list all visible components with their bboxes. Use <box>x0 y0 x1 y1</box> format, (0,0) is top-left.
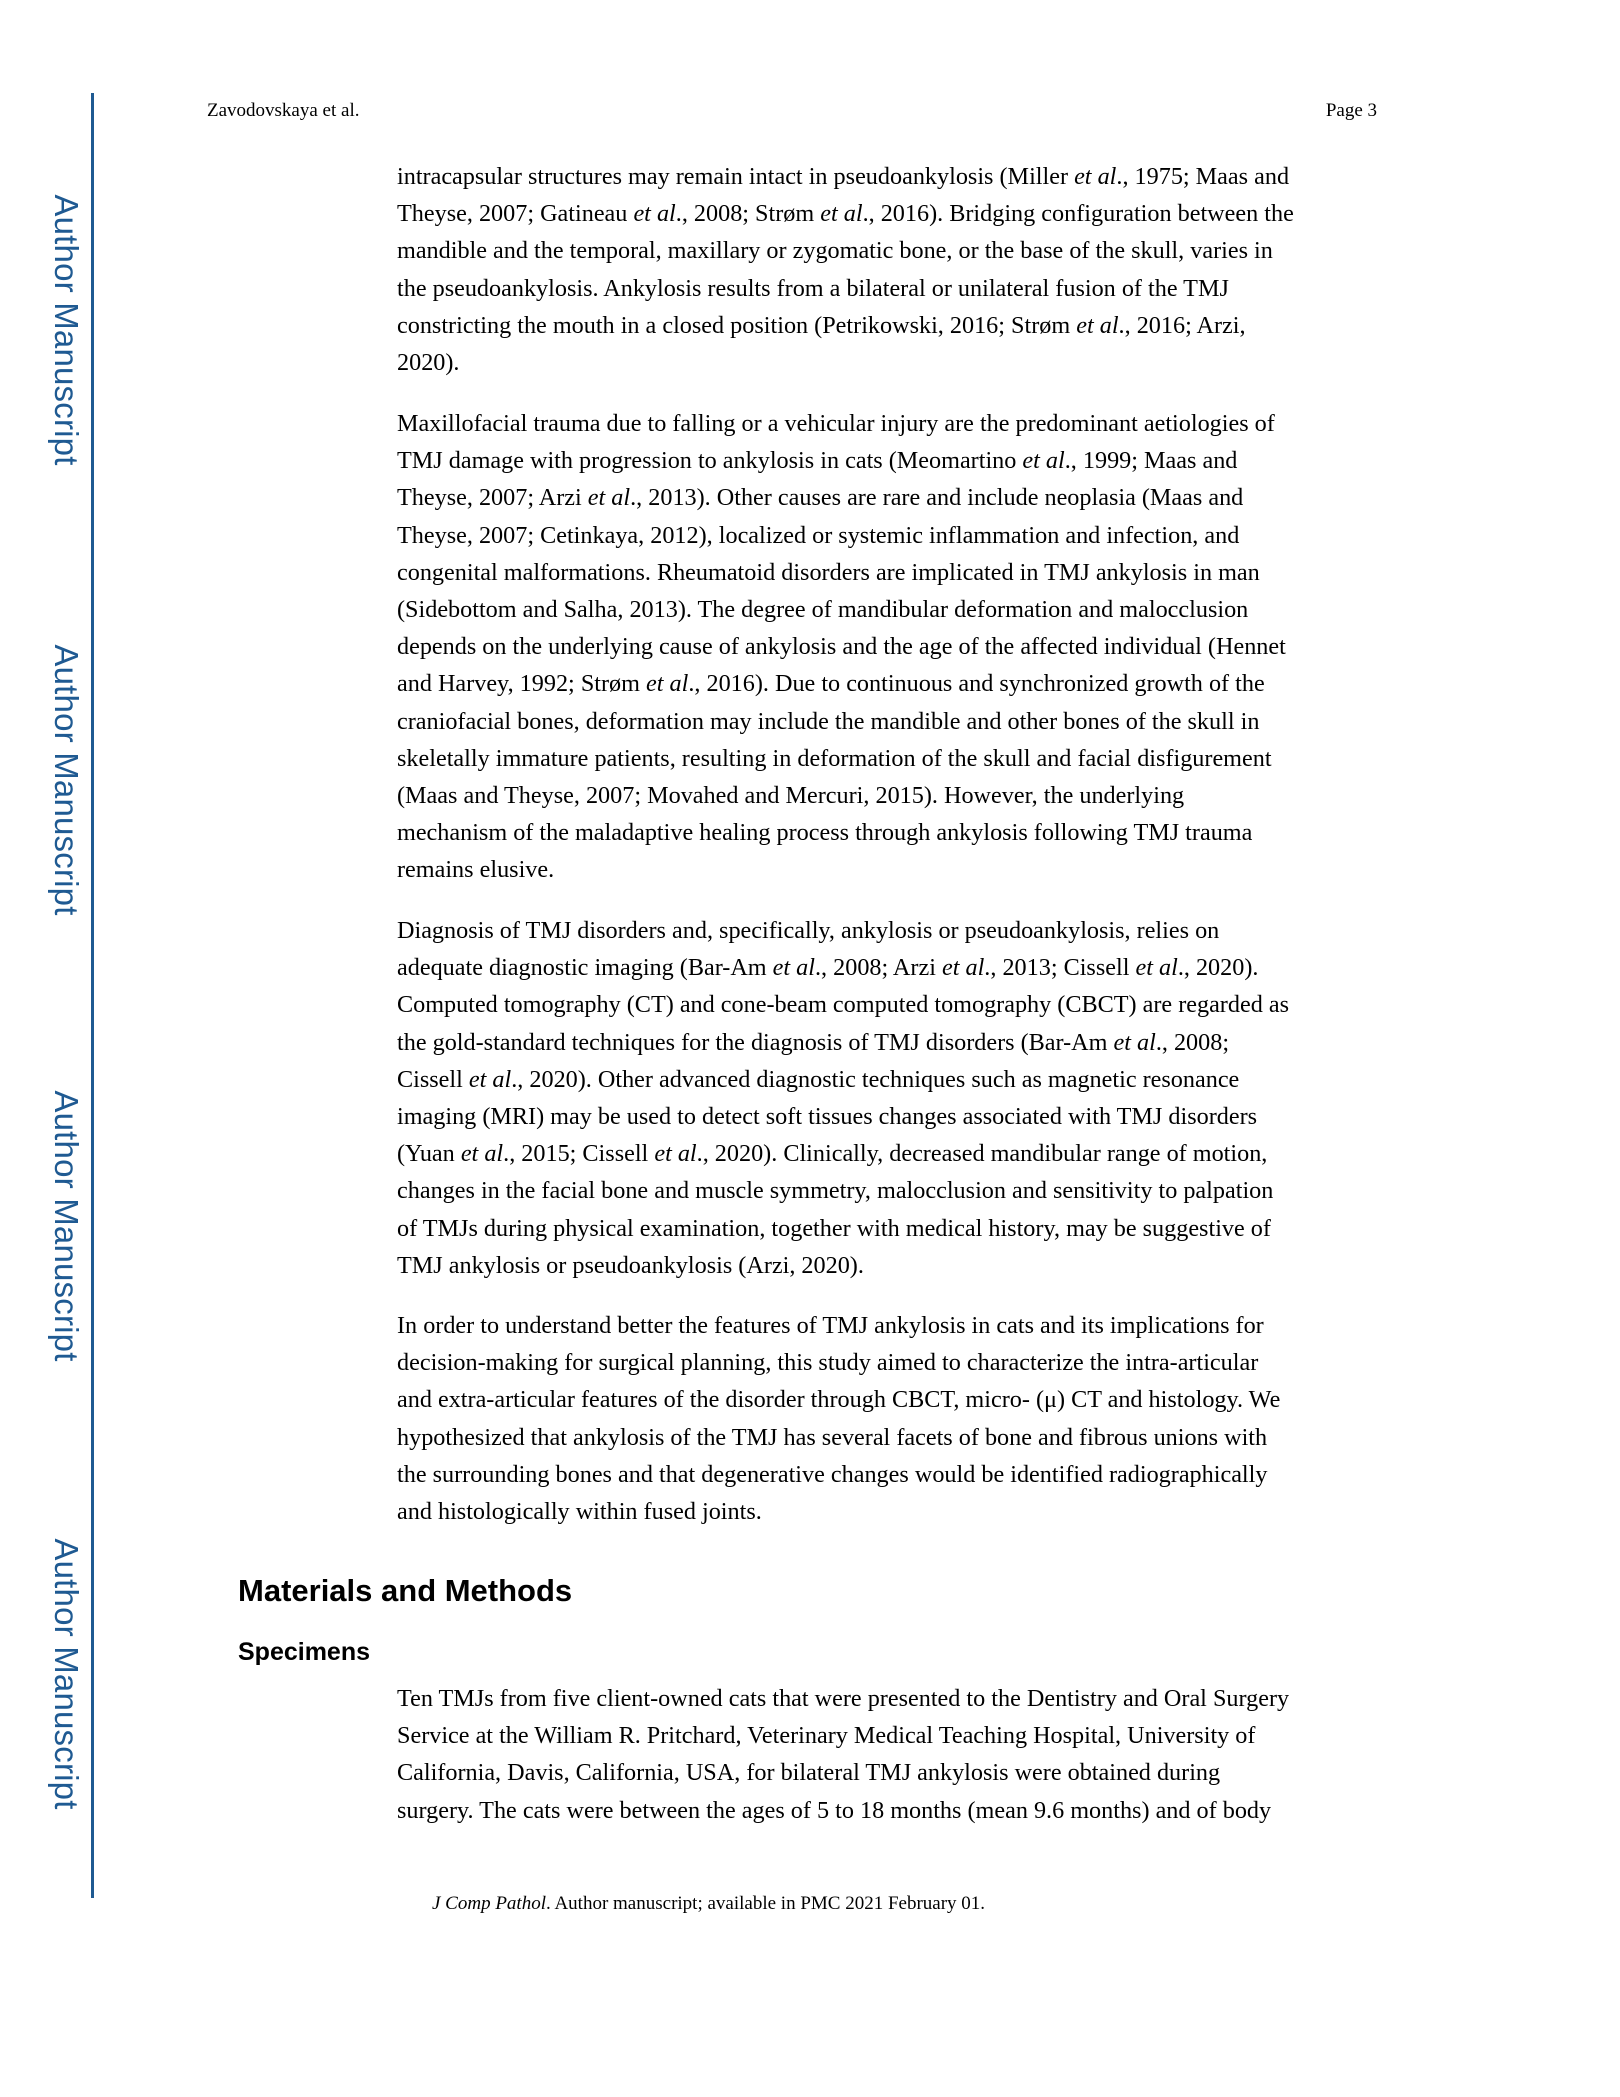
text-line <box>397 517 1387 554</box>
text-line <box>397 442 1387 479</box>
text-line <box>397 479 1387 516</box>
text-line <box>397 814 1387 851</box>
text-segment: (Yuan <box>397 1140 461 1168</box>
text-segment: California, Davis, California, USA, for bilateral TMJ ankylosis were obtained during <box>397 1759 1221 1787</box>
footer-availability: . Author manuscript; available in PMC 2021 February 01. <box>546 1893 986 1914</box>
text-segment: ., 2020). Other advanced diagnostic techniques such as magnetic resonance <box>511 1065 1240 1093</box>
italic-text: et al <box>1135 954 1178 982</box>
text-segment: and extra-articular features of the disorder through CBCT, micro- (μ) CT and histology. We <box>397 1386 1281 1414</box>
text-segment: (Sidebottom and Salha, 2013). The degree of mandibular deformation and malocclusion <box>397 596 1249 624</box>
text-segment: TMJ damage with progression to ankylosis in cats (Meomartino <box>397 447 1023 475</box>
italic-text: et al <box>1113 1028 1156 1056</box>
text-line <box>397 1493 1387 1530</box>
body-paragraph <box>397 1680 1387 1829</box>
text-segment: of TMJs during physical examination, together with medical history, may be suggestive of <box>397 1214 1271 1242</box>
text-segment: Service at the William R. Pritchard, Veterinary Medical Teaching Hospital, University of <box>397 1722 1256 1750</box>
body-paragraph <box>397 158 1387 381</box>
text-segment: congenital malformations. Rheumatoid disorders are implicated in TMJ ankylosis in man <box>397 558 1260 586</box>
text-segment: imaging (MRI) may be used to detect soft tissues changes associated with TMJ disorders <box>397 1103 1258 1131</box>
paragraph-text <box>397 912 1387 1284</box>
text-line <box>397 851 1387 888</box>
text-segment: the pseudoankylosis. Ankylosis results from a bilateral or unilateral fusion of the TMJ <box>397 274 1229 302</box>
text-segment: ., 1999; Maas and <box>1064 447 1238 475</box>
section-heading: Materials and Methods <box>238 1573 573 1608</box>
text-line <box>397 777 1387 814</box>
text-line <box>397 270 1387 307</box>
text-line <box>397 949 1387 986</box>
paragraph-text <box>397 1680 1387 1829</box>
text-line <box>397 665 1387 702</box>
italic-text: et al <box>772 954 815 982</box>
text-segment: and Harvey, 1992; Strøm <box>397 670 646 698</box>
text-line <box>397 1247 1387 1284</box>
italic-text: et al <box>646 670 689 698</box>
running-header-author: Zavodovskaya et al. <box>207 100 360 121</box>
italic-text: et al <box>654 1140 697 1168</box>
text-segment: ., 2008; Strøm <box>675 200 821 228</box>
text-line <box>397 1419 1387 1456</box>
text-segment: intracapsular structures may remain intact in pseudoankylosis (Miller <box>397 163 1075 190</box>
text-segment: ., 2008; Arzi <box>814 954 942 982</box>
text-segment: hypothesized that ankylosis of the TMJ has several facets of bone and fibrous unions with <box>397 1423 1268 1451</box>
text-segment: adequate diagnostic imaging (Bar-Am <box>397 954 773 982</box>
text-line <box>397 912 1387 949</box>
text-line <box>397 986 1387 1023</box>
page-number: Page 3 <box>1325 100 1377 121</box>
text-segment: constricting the mouth in a closed position (Petrikowski, 2016; Strøm <box>397 311 1077 339</box>
text-line <box>397 1024 1387 1061</box>
text-line <box>397 1717 1387 1754</box>
italic-text: et al <box>941 954 985 982</box>
text-segment: TMJ ankylosis or pseudoankylosis (Arzi, 2020). <box>397 1251 864 1279</box>
text-segment: Theyse, 2007; Arzi <box>397 484 588 512</box>
text-segment: Ten TMJs from five client-owned cats that were presented to the Dentistry and Oral Surgery <box>397 1685 1290 1712</box>
italic-text: et al <box>468 1065 512 1093</box>
text-segment: depends on the underlying cause of ankylosis and the age of the affected individual (Hennet <box>397 633 1286 661</box>
text-line <box>397 1381 1387 1418</box>
text-segment: changes in the facial bone and muscle symmetry, malocclusion and sensitivity to palpation <box>397 1177 1274 1205</box>
text-segment: 2020). <box>397 349 460 377</box>
text-line <box>397 591 1387 628</box>
text-segment: ., 2008; <box>1155 1028 1230 1056</box>
text-segment: the surrounding bones and that degenerative changes would be identified radiographically <box>397 1460 1268 1488</box>
text-line <box>397 628 1387 665</box>
text-line <box>397 1098 1387 1135</box>
text-line <box>397 1792 1387 1829</box>
text-line <box>397 1456 1387 1493</box>
text-segment: ., 2015; Cissell <box>503 1140 655 1168</box>
text-segment: ., 2016). Due to continuous and synchronized growth of the <box>688 670 1265 698</box>
margin-rule <box>91 93 94 1898</box>
text-segment: remains elusive. <box>397 856 555 884</box>
text-line <box>397 307 1387 344</box>
italic-text: et al <box>1022 447 1065 475</box>
text-segment: ., 2020). Clinically, decreased mandibular range of motion, <box>696 1140 1268 1168</box>
paragraph-text <box>397 158 1387 381</box>
footer-journal: J Comp Pathol <box>432 1893 546 1914</box>
italic-text: et al <box>633 200 676 228</box>
text-segment: mandible and the temporal, maxillary or zygomatic bone, or the base of the skull, varies in <box>397 237 1273 265</box>
text-line <box>397 1135 1387 1172</box>
text-segment: craniofacial bones, deformation may include the mandible and other bones of the skull in <box>397 707 1260 735</box>
text-line <box>397 405 1387 442</box>
text-segment: Computed tomography (CT) and cone-beam computed tomography (CBCT) are regarded as <box>397 991 1289 1019</box>
text-line <box>397 1344 1387 1381</box>
text-segment: Cissell <box>397 1065 469 1093</box>
text-line <box>397 1061 1387 1098</box>
text-segment: decision-making for surgical planning, this study aimed to characterize the intra-articular <box>397 1349 1259 1377</box>
subsection-heading: Specimens <box>238 1638 371 1666</box>
text-line <box>397 703 1387 740</box>
text-segment: Maxillofacial trauma due to falling or a vehicular injury are the predominant aetiologies of <box>397 410 1275 437</box>
text-line <box>397 1754 1387 1791</box>
italic-text: et al <box>820 200 863 228</box>
text-segment: ., 1975; Maas and <box>1116 163 1290 190</box>
text-line <box>397 1172 1387 1209</box>
text-segment: the gold-standard techniques for the diagnosis of TMJ disorders (Bar-Am <box>397 1028 1114 1056</box>
paragraph-text <box>397 405 1387 889</box>
text-line <box>397 1307 1387 1344</box>
text-segment: skeletally immature patients, resulting in deformation of the skull and facial disfigurement <box>397 744 1272 772</box>
italic-text: et al <box>587 484 631 512</box>
text-line <box>397 195 1387 232</box>
italic-text: et al <box>1074 163 1117 190</box>
text-segment: surgery. The cats were between the ages of 5 to 18 months (mean 9.6 months) and of body <box>397 1796 1272 1824</box>
body-paragraph <box>397 912 1387 1284</box>
text-segment: Theyse, 2007; Gatineau <box>397 200 634 228</box>
text-segment: ., 2013). Other causes are rare and include neoplasia (Maas and <box>630 484 1244 512</box>
text-line <box>397 740 1387 777</box>
text-line <box>397 232 1387 269</box>
text-segment: ., 2013; Cissell <box>984 954 1136 982</box>
text-segment: In order to understand better the features of TMJ ankylosis in cats and its implications for <box>397 1312 1264 1339</box>
italic-text: et al <box>1076 311 1119 339</box>
text-segment: ., 2016). Bridging configuration between the <box>862 200 1294 228</box>
paragraph-text <box>397 1307 1387 1530</box>
body-paragraph <box>397 405 1387 889</box>
text-line <box>397 554 1387 591</box>
footer-citation <box>432 1893 985 1915</box>
text-segment: (Maas and Theyse, 2007; Movahed and Mercuri, 2015). However, the underlying <box>397 782 1185 810</box>
italic-text: et al <box>460 1140 504 1168</box>
text-line <box>397 158 1387 195</box>
text-segment: Diagnosis of TMJ disorders and, specifically, ankylosis or pseudoankylosis, relies on <box>397 917 1220 944</box>
body-paragraph <box>397 1307 1387 1530</box>
text-line <box>397 1210 1387 1247</box>
text-segment: and histologically within fused joints. <box>397 1498 762 1526</box>
text-segment: Theyse, 2007; Cetinkaya, 2012), localized or systemic inflammation and infection, and <box>397 521 1240 549</box>
text-segment: mechanism of the maladaptive healing process through ankylosis following TMJ trauma <box>397 819 1253 847</box>
text-line <box>397 344 1387 381</box>
text-line <box>397 1680 1387 1717</box>
text-segment: ., 2020). <box>1177 954 1259 982</box>
text-segment: ., 2016; Arzi, <box>1118 311 1246 339</box>
